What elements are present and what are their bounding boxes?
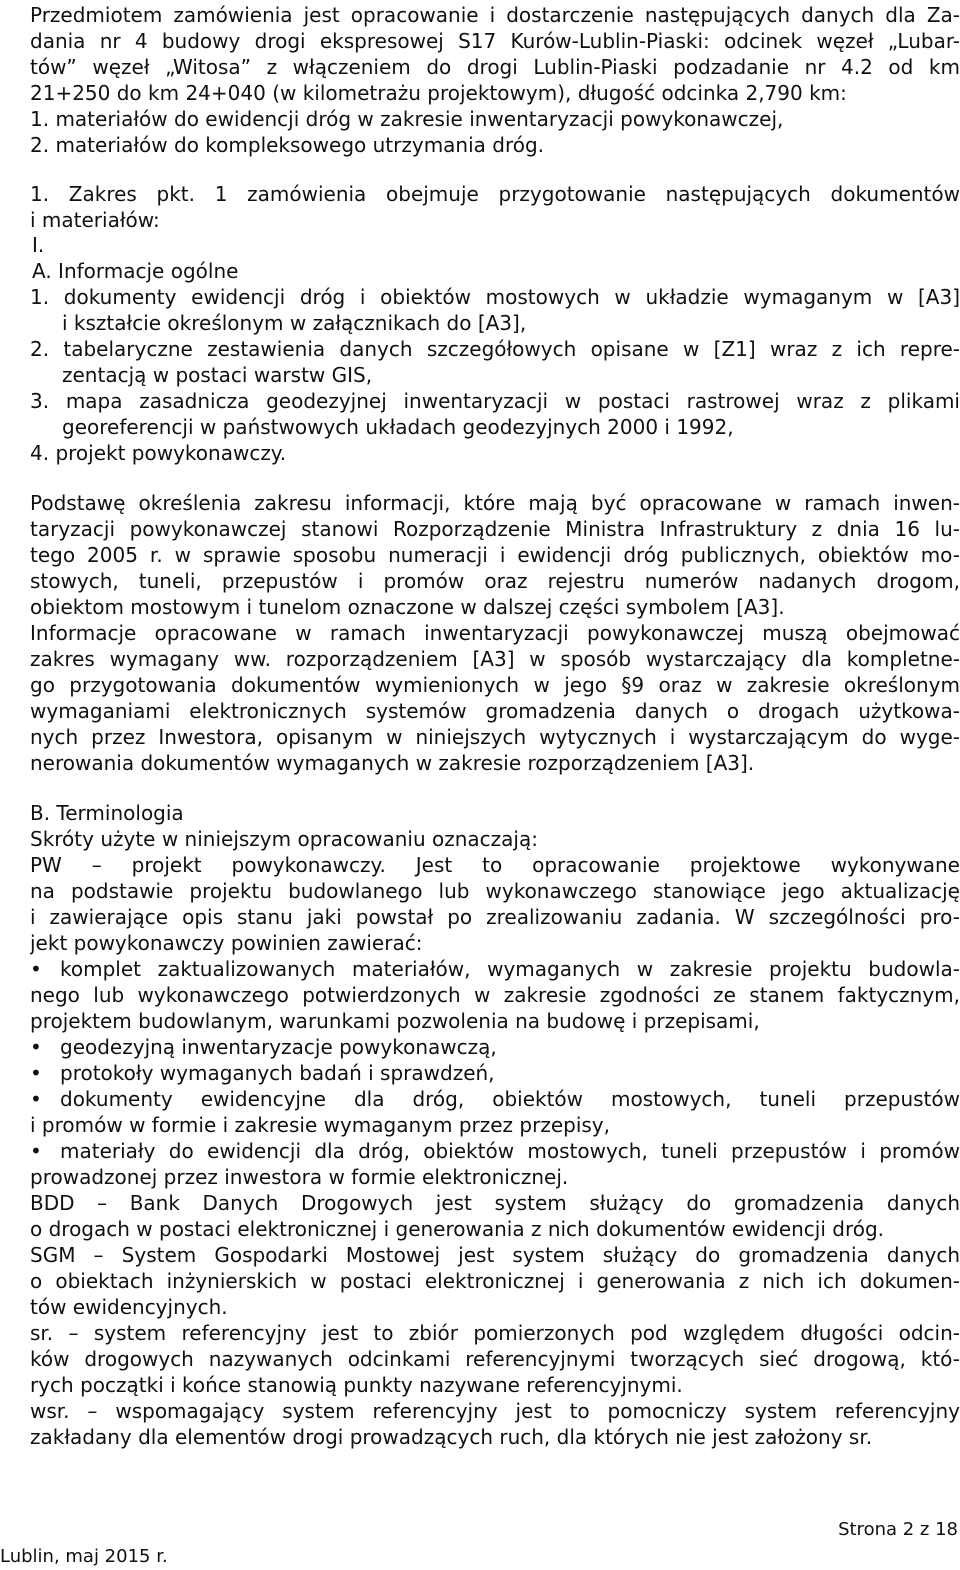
section-heading-i: I. (32, 233, 45, 257)
bullet-marker: • (30, 1035, 42, 1059)
scope-line: i materiałów: (30, 208, 160, 232)
intro-list-item: 2. materiałów do kompleksowego utrzymania dróg. (30, 133, 545, 157)
wsr-definition: zakładany dla elementów drogi prowadzących ruch, dla których nie jest założony sr. (30, 1425, 873, 1449)
bullet-marker: • (30, 1061, 42, 1085)
sr-definition: rych początki i końce stanowią punkty nazywane referencyjnymi. (30, 1373, 683, 1397)
pw-definition-line: jekt powykonawczy powinien zawierać: (30, 931, 423, 955)
basis-line: stowych, tuneli, przepustów i promów oraz rejestru numerów nadanych drogom, (30, 569, 960, 593)
pw-definition-line: i zawierające opis stanu jaki powstał po zrealizowaniu zadania. W szczególności pro- (30, 905, 960, 929)
bullet-item (30, 1086, 960, 1112)
list-item: 2. tabelaryczne zestawienia danych szczegółowych opisane w [Z1] wraz z ich repre- (30, 337, 960, 361)
list-item-continuation: i kształcie określonym w załącznikach do [A3], (62, 311, 527, 335)
bdd-definition: o drogach w postaci elektronicznej i generowania z nich dokumentów ewidencji dróg. (30, 1217, 885, 1241)
footer-date: Lublin, maj 2015 r. (0, 1546, 168, 1567)
basis-line: nych przez Inwestora, opisanym w niniejszych wytycznych i wystarczającym do wyge- (30, 725, 960, 749)
bullet-continuation: i promów w formie i zakresie wymaganym przez przepisy, (30, 1113, 610, 1137)
sgm-definition: tów ewidencyjnych. (30, 1295, 228, 1319)
pw-definition-line: PW – projekt powykonawczy. Jest to opracowanie projektowe wykonywane (30, 853, 960, 877)
section-heading-a: A. Informacje ogólne (32, 259, 239, 283)
bullet-marker: • (30, 957, 42, 981)
intro-line: Przedmiotem zamówienia jest opracowanie i dostarczenie następujących danych dla Za- (30, 3, 960, 27)
list-item-continuation: georeferencji w państwowych układach geodezyjnych 2000 i 1992, (62, 415, 734, 439)
intro-line: 21+250 do km 24+040 (w kilometrażu projektowym), długość odcinka 2,790 km: (30, 81, 847, 105)
sgm-definition: o obiektach inżynierskich w postaci elektronicznej i generowania z nich ich dokumen- (30, 1269, 960, 1293)
abbreviations-intro: Skróty użyte w niniejszym opracowaniu oznaczają: (30, 827, 538, 851)
basis-line: tego 2005 r. w sprawie sposobu numeracji i ewidencji dróg publicznych, obiektów mo- (30, 543, 960, 567)
basis-line: nerowania dokumentów wymaganych w zakresie rozporządzeniem [A3]. (30, 751, 755, 775)
bullet-marker: • (30, 1087, 42, 1111)
bullet-marker: • (30, 1139, 42, 1163)
sgm-definition: SGM – System Gospodarki Mostowej jest system służący do gromadzenia danych (30, 1243, 960, 1267)
list-item: 1. dokumenty ewidencji dróg i obiektów mostowych w układzie wymaganym w [A3] (30, 285, 960, 309)
intro-list-item: 1. materiałów do ewidencji dróg w zakresie inwentaryzacji powykonawczej, (30, 107, 784, 131)
sr-definition: sr. – system referencyjny jest to zbiór pomierzonych pod względem długości odcin- (30, 1321, 960, 1345)
bdd-definition: BDD – Bank Danych Drogowych jest system służący do gromadzenia danych (30, 1191, 960, 1215)
basis-line: go przygotowania dokumentów wymienionych w jego §9 oraz w zakresie określonym (30, 673, 960, 697)
bullet-text: komplet zaktualizowanych materiałów, wymaganych w zakresie projektu budowla- (60, 957, 960, 981)
intro-line: dania nr 4 budowy drogi ekspresowej S17 Kurów-Lublin-Piaski: odcinek węzeł „Lubar- (30, 29, 960, 53)
bullet-item (30, 1034, 960, 1060)
bullet-continuation: projektem budowlanym, warunkami pozwolenia na budowę i przepisami, (30, 1009, 760, 1033)
basis-line: Podstawę określenia zakresu informacji, które mają być opracowane w ramach inwen- (30, 491, 960, 515)
wsr-definition: wsr. – wspomagający system referencyjny jest to pomocniczy system referencyjny (30, 1399, 960, 1423)
bullet-item (30, 1138, 960, 1164)
list-item: 3. mapa zasadnicza geodezyjnej inwentaryzacji w postaci rastrowej wraz z plikami (30, 389, 960, 413)
bullet-text: protokoły wymaganych badań i sprawdzeń, (60, 1061, 495, 1085)
basis-line: Informacje opracowane w ramach inwentaryzacji powykonawczej muszą obejmować (30, 621, 960, 645)
basis-line: taryzacji powykonawczej stanowi Rozporządzenie Ministra Infrastruktury z dnia 16 lu- (30, 517, 960, 541)
bullet-continuation: prowadzonej przez inwestora w formie elektronicznej. (30, 1165, 569, 1189)
basis-line: obiektom mostowym i tunelom oznaczone w dalszej części symbolem [A3]. (30, 595, 785, 619)
bullet-continuation: nego lub wykonawczego potwierdzonych w zakresie zgodności ze stanem faktycznym, (30, 983, 960, 1007)
bullet-text: dokumenty ewidencyjne dla dróg, obiektów mostowych, tuneli przepustów (60, 1087, 960, 1111)
list-item: 4. projekt powykonawczy. (30, 441, 287, 465)
bullet-item (30, 956, 960, 982)
intro-line: tów” węzeł „Witosa” z włączeniem do drogi Lublin-Piaski podzadanie nr 4.2 od km (30, 55, 960, 79)
basis-line: wymaganiami elektronicznych systemów gromadzenia danych o drogach użytkowa- (30, 699, 960, 723)
list-item-continuation: zentacją w postaci warstw GIS, (62, 363, 373, 387)
pw-definition-line: na podstawie projektu budowlanego lub wykonawczego stanowiące jego aktualizację (30, 879, 960, 903)
section-heading-b: B. Terminologia (30, 801, 184, 825)
basis-line: zakres wymagany ww. rozporządzeniem [A3] w sposób wystarczający dla kompletne- (30, 647, 960, 671)
bullet-text: geodezyjną inwentaryzacje powykonawczą, (60, 1035, 497, 1059)
scope-line: 1. Zakres pkt. 1 zamówienia obejmuje przygotowanie następujących dokumentów (30, 182, 960, 206)
bullet-item (30, 1060, 960, 1086)
page-number: Strona 2 z 18 (838, 1519, 958, 1540)
bullet-text: materiały do ewidencji dla dróg, obiektów mostowych, tuneli przepustów i promów (60, 1139, 960, 1163)
sr-definition: ków drogowych nazywanych odcinkami referencyjnymi tworzących sieć drogową, któ- (30, 1347, 960, 1371)
